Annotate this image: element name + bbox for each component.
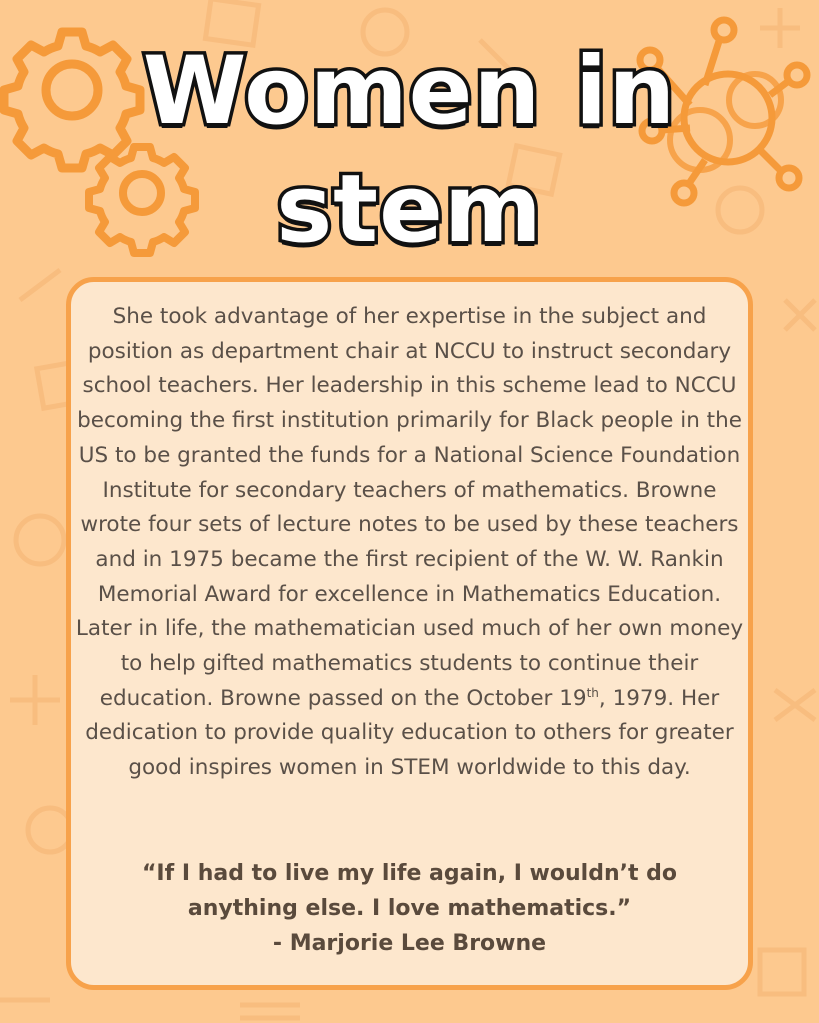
page-title-line-2: stem (276, 155, 543, 264)
biography-paragraph (70, 300, 749, 786)
quote-attribution: - Marjorie Lee Browne (272, 931, 547, 956)
quote-block (70, 856, 749, 961)
biography-text-part-2: , 1979. Her dedication to provide quality education to others for greater good inspires women in STEM worldwide to this day. (85, 685, 734, 781)
page-title-line-1: Women in (142, 37, 677, 146)
quote-line-2: anything else. I love mathematics.” (187, 896, 632, 921)
ordinal-suffix: th (586, 685, 599, 700)
quote-line-1: “If I had to live my life again, I wouldn’t do (141, 861, 678, 886)
biography-text-part-1: She took advantage of her expertise in the subject and position as department chair at NCCU to instruct secondary school teachers. Her leadership in this scheme lead to NCCU becoming the first institution primarily for Black people in the US to be granted the funds for a National Science Foundation Institute for secondary teachers of mathematics. Browne wrote four sets of lecture notes to be used by these teachers and in 1975 became the first recipient of the W. W. Rankin Memorial Award for excellence in Mathematics Education. Later in life, the mathematician used much of her own money to help gifted mathematics students to continue their education. Browne passed on the October 19 (75, 304, 744, 711)
